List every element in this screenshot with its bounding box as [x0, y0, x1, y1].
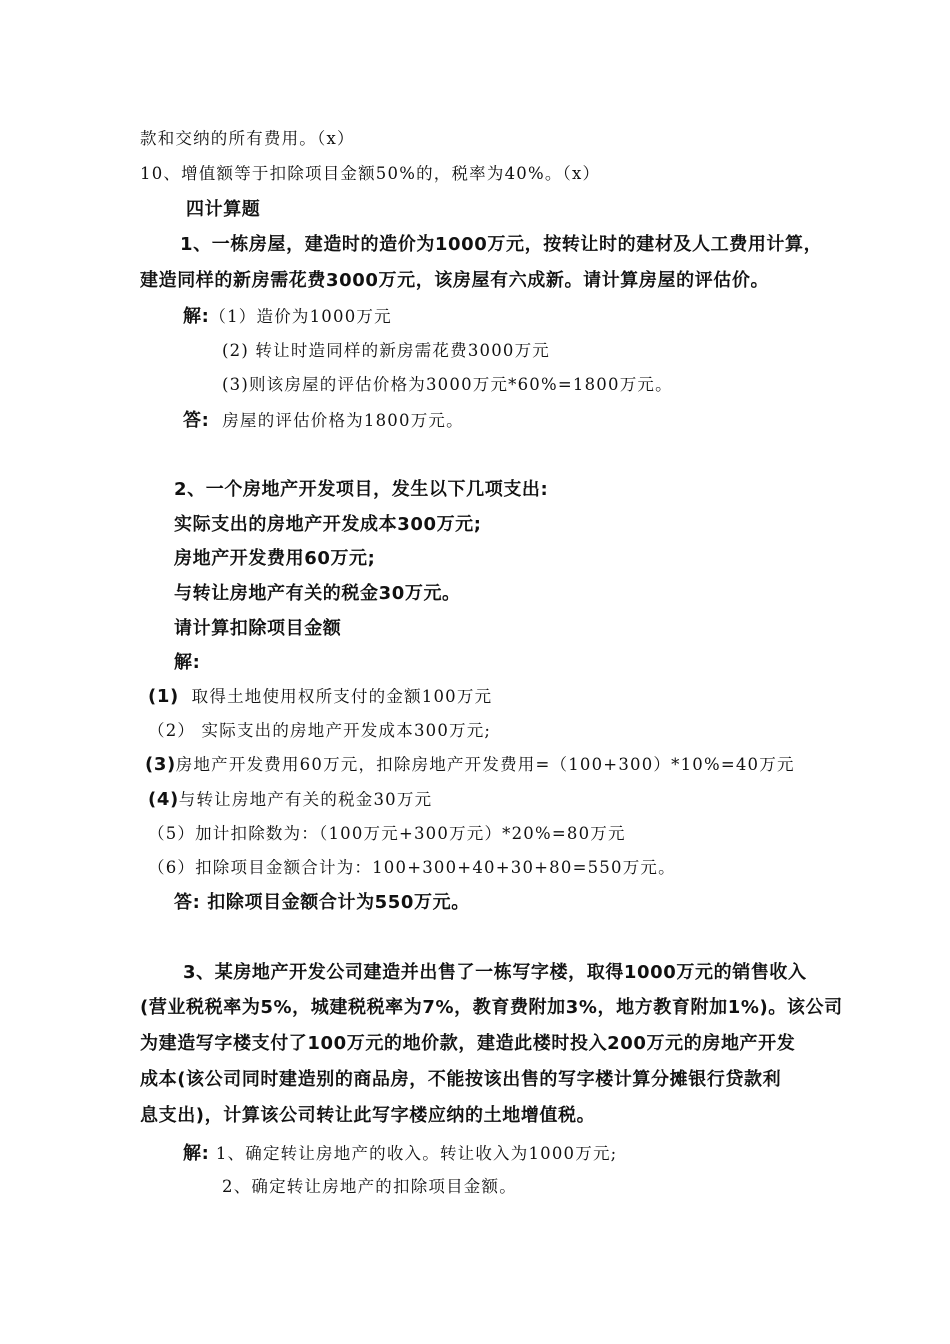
question-line: 实际支出的房地产开发成本300万元;	[174, 514, 482, 535]
solution-line	[183, 302, 392, 328]
question-line: 2、一个房地产开发项目，发生以下几项支出:	[174, 479, 549, 500]
solution-label: 解:	[174, 652, 201, 673]
solution-line	[148, 683, 492, 707]
solution-line: 2、确定转让房地产的扣除项目金额。	[222, 1177, 517, 1196]
question-line: (营业税税率为5%，城建税税率为7%，教育费附加3%，地方教育附加1%)。该公司	[140, 997, 843, 1018]
question-line: 3、某房地产开发公司建造并出售了一栋写字楼，取得1000万元的销售收入	[183, 962, 807, 983]
solution-line	[183, 1139, 617, 1165]
section-heading: 四计算题	[186, 199, 261, 220]
step-text: 房地产开发费用60万元，扣除房地产开发费用=（100+300）*10%=40万元	[175, 755, 795, 774]
solution-label: 解:	[183, 1143, 210, 1164]
answer-line: 答: 扣除项目金额合计为550万元。	[174, 892, 470, 913]
question-line: 请计算扣除项目金额	[174, 618, 342, 639]
solution-line	[145, 751, 795, 775]
question-line: 与转让房地产有关的税金30万元。	[174, 583, 461, 604]
solution-label: 解:	[183, 306, 210, 327]
step-text: 取得土地使用权所支付的金额100万元	[191, 687, 493, 706]
solution-text: 1、确定转让房地产的收入。转让收入为1000万元;	[215, 1144, 618, 1163]
solution-line: (3)则该房屋的评估价格为3000万元*60%=1800万元。	[222, 375, 673, 394]
text-line: 10、增值额等于扣除项目金额50%的，税率为40%。（x）	[140, 164, 601, 183]
answer-text: 房屋的评估价格为1800万元。	[222, 411, 464, 430]
question-line: 建造同样的新房需花费3000万元，该房屋有六成新。请计算房屋的评估价。	[140, 270, 770, 291]
step-text: 与转让房地产有关的税金30万元	[178, 790, 433, 809]
solution-text: （1）造价为1000万元	[209, 307, 392, 326]
answer-line	[183, 406, 464, 432]
solution-line: (2) 转让时造同样的新房需花费3000万元	[222, 341, 551, 360]
question-line: 房地产开发费用60万元;	[174, 548, 376, 569]
question-line: 成本(该公司同时建造别的商品房，不能按该出售的写字楼计算分摊银行贷款利	[140, 1069, 782, 1090]
text-line: 款和交纳的所有费用。（x）	[140, 129, 355, 148]
solution-line: （5）加计扣除数为：（100万元+300万元）*20%=80万元	[148, 824, 626, 843]
question-line: 为建造写字楼支付了100万元的地价款，建造此楼时投入200万元的房地产开发	[140, 1033, 796, 1054]
step-label: (1)	[148, 686, 179, 707]
step-label: (4)	[148, 789, 179, 810]
question-line: 息支出)，计算该公司转让此写字楼应纳的土地增值税。	[140, 1105, 596, 1126]
step-label: (3)	[145, 754, 176, 775]
question-line: 1、一栋房屋，建造时的造价为1000万元，按转让时的建材及人工费用计算，	[180, 234, 823, 255]
solution-line: （6）扣除项目金额合计为：100+300+40+30+80=550万元。	[148, 858, 676, 877]
solution-line	[148, 786, 432, 810]
answer-label: 答:	[183, 410, 210, 431]
solution-line: （2） 实际支出的房地产开发成本300万元;	[148, 721, 492, 740]
